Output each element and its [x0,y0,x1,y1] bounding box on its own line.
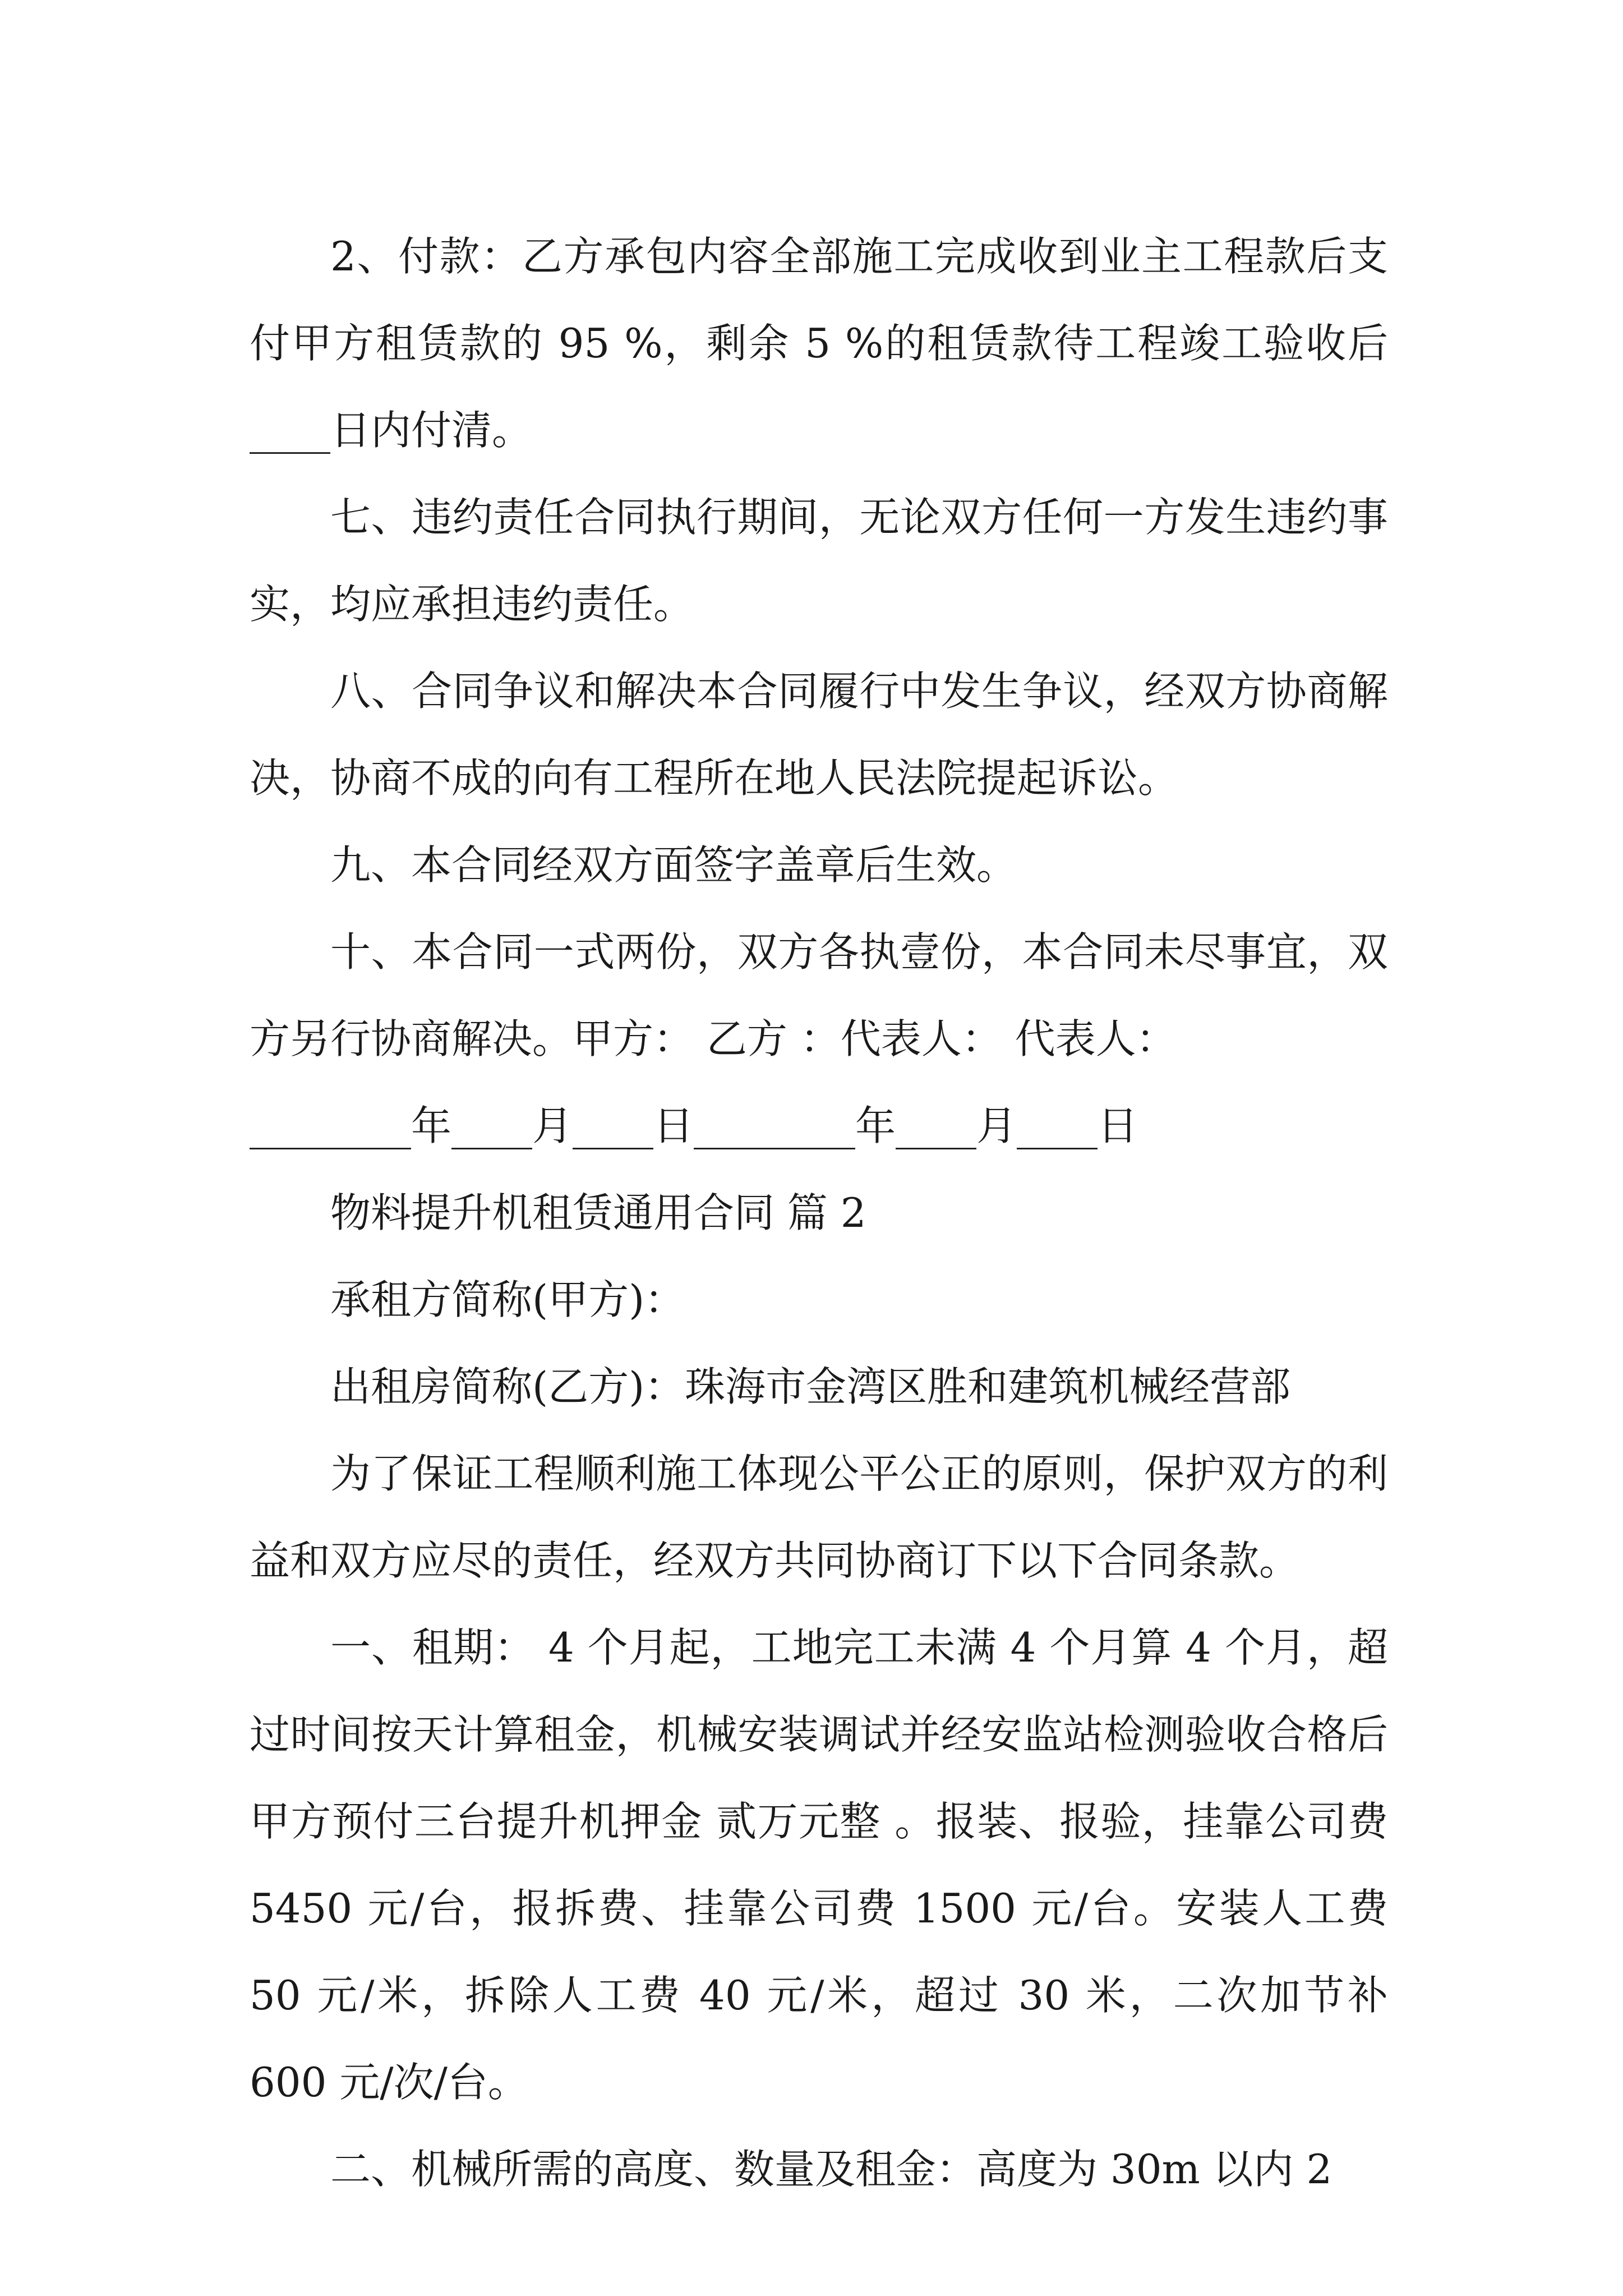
paragraph-height-quantity-rent: 二、机械所需的高度、数量及租金：高度为 30m 以内 2 [330,2146,1332,2193]
paragraph-lessee: 承租方简称(甲方)： [330,1276,685,1323]
paragraph-date-lines: ________年____月____日________年____月____日 [250,1102,1138,1149]
paragraph-preamble: 为了保证工程顺利施工体现公平公正的原则，保护双方的利益和双方应尽的责任，经双方共同协商订下以下合同条款。 [250,1450,1388,1584]
paragraph-dispute-resolution: 八、合同争议和解决本合同履行中发生争议，经双方协商解决，协商不成的向有工程所在地人民法院提起诉讼。 [250,668,1388,802]
paragraph-lease-term: 一、租期： 4 个月起，工地完工未满 4 个月算 4 个月，超过时间按天计算租金，机械安装调试并经安监站检测验收合格后甲方预付三台提升机押金 贰万元整 。报装、报验，挂靠公司费 5450 元/台，报拆费、挂靠公司费 1500 元/台。安装人工费 50 元/米，拆除人工费 40 元/米，超过 30 米，二次加节补 600 元/次/台。 [250,1624,1388,2106]
section-title: 物料提升机租赁通用合同 篇 2 [330,1189,866,1236]
paragraph-breach-liability: 七、违约责任合同执行期间，无论双方任何一方发生违约事实，均应承担违约责任。 [250,494,1388,628]
paragraph-copies-signatures: 十、本合同一式两份，双方各执壹份，本合同未尽事宜，双方另行协商解决。甲方： 乙方 ：代表人： 代表人： [250,928,1388,1062]
paragraph-effective: 九、本合同经双方面签字盖章后生效。 [330,841,1017,889]
paragraph-lessor: 出租房简称(乙方)：珠海市金湾区胜和建筑机械经营部 [330,1363,1291,1410]
paragraph-payment: 2、付款：乙方承包内容全部施工完成收到业主工程款后支付甲方租赁款的 95 %，剩余 5 %的租赁款待工程竣工验收后____日内付清。 [250,233,1388,454]
document-body [250,213,1388,2213]
